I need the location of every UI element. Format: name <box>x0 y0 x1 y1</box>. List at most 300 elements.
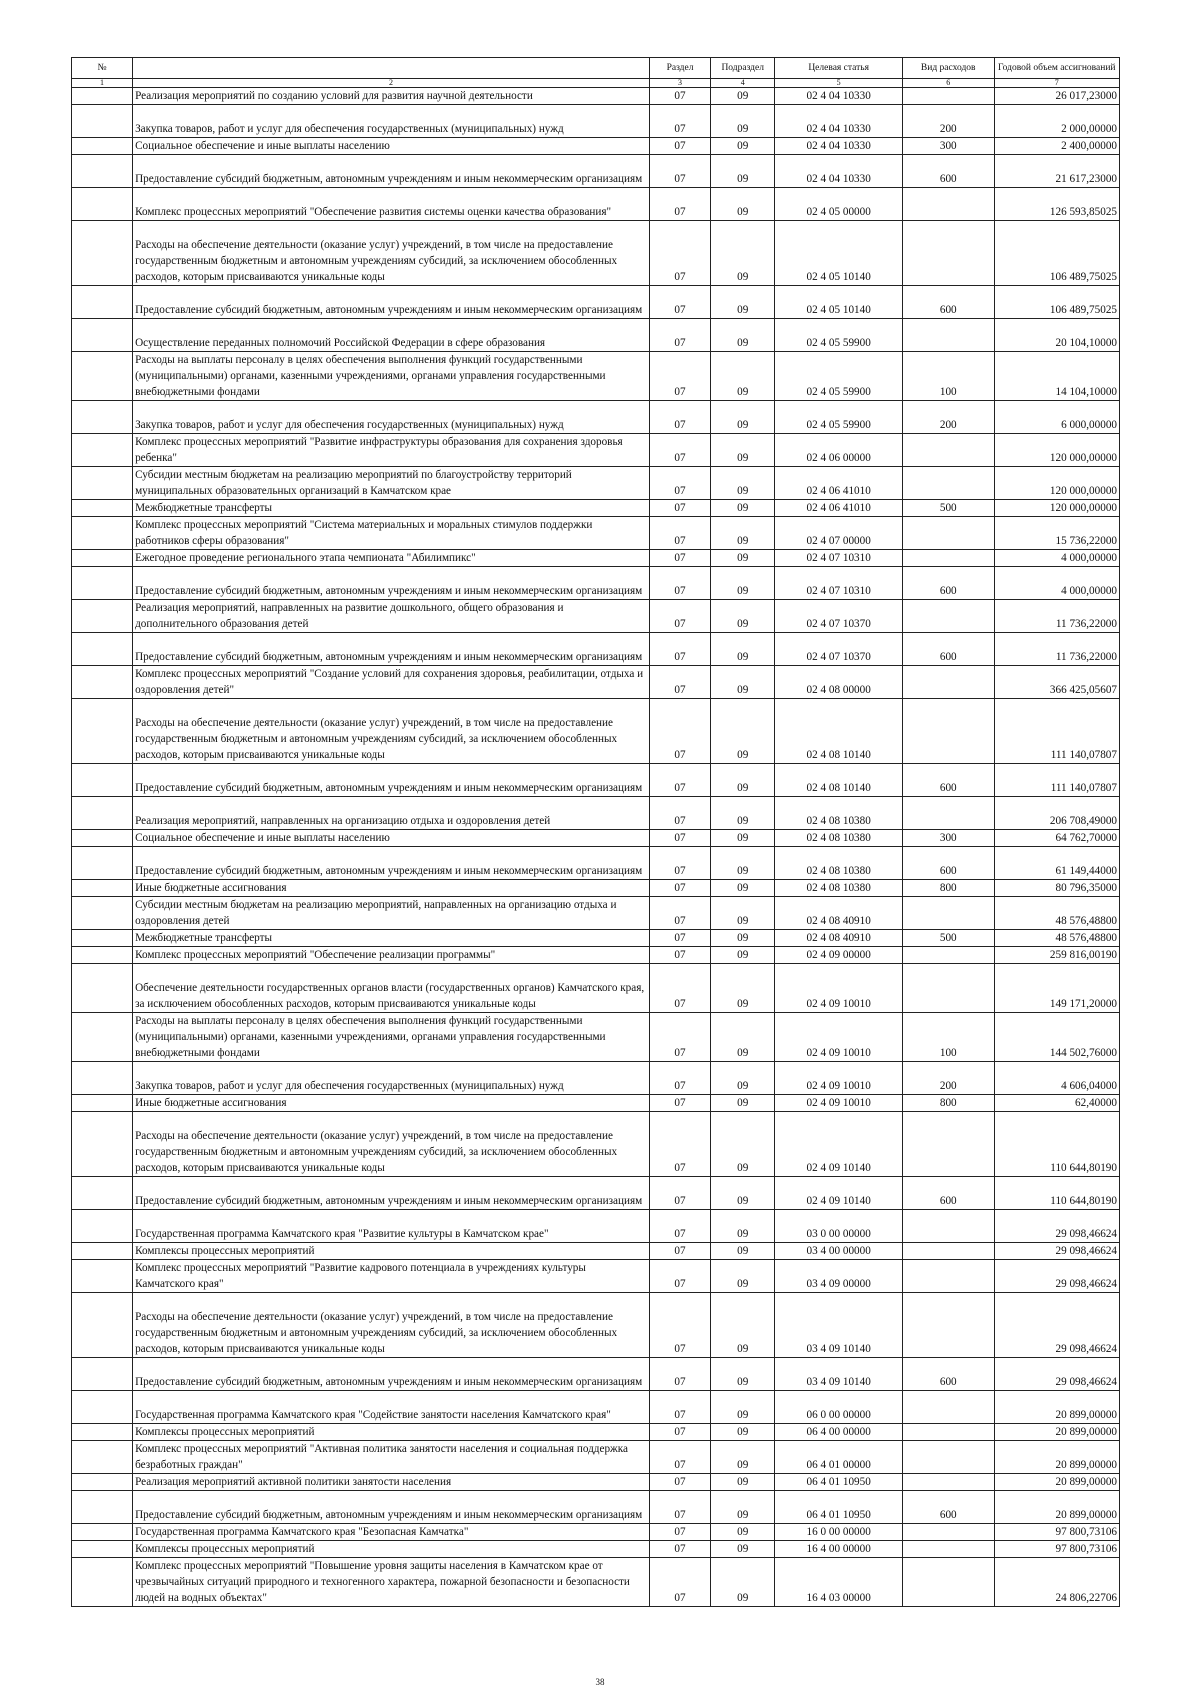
header-amount: Годовой объем ассигнований <box>994 58 1119 79</box>
table-row <box>72 847 1120 880</box>
row-amount: 24 806,22706 <box>994 1558 1119 1607</box>
row-amount: 29 098,46624 <box>994 1358 1119 1391</box>
row-razdel: 07 <box>649 155 710 188</box>
row-target: 06 4 00 00000 <box>775 1424 903 1441</box>
table-row <box>72 550 1120 567</box>
row-vid <box>902 1260 994 1293</box>
row-amount: 2 000,00000 <box>994 105 1119 138</box>
row-number <box>72 567 133 600</box>
row-target: 03 4 09 10140 <box>775 1293 903 1358</box>
row-number <box>72 830 133 847</box>
column-number: 6 <box>902 79 994 88</box>
row-podrazdel: 09 <box>711 699 775 764</box>
row-razdel: 07 <box>649 286 710 319</box>
table-row <box>72 138 1120 155</box>
row-target: 02 4 08 10140 <box>775 699 903 764</box>
row-podrazdel: 09 <box>711 600 775 633</box>
row-name: Комплекс процессных мероприятий "Развитие кадрового потенциала в учреждениях культуры Камчатского края" <box>133 1260 650 1293</box>
row-vid: 600 <box>902 155 994 188</box>
row-razdel: 07 <box>649 830 710 847</box>
row-target: 02 4 07 10370 <box>775 633 903 666</box>
row-podrazdel: 09 <box>711 633 775 666</box>
row-name: Субсидии местным бюджетам на реализацию мероприятий по благоустройству территорий муниципальных образовательных организаций в Камчатском крае <box>133 467 650 500</box>
row-target: 02 4 09 10010 <box>775 1062 903 1095</box>
table-row <box>72 1095 1120 1112</box>
row-vid: 800 <box>902 1095 994 1112</box>
row-razdel: 07 <box>649 434 710 467</box>
table-row <box>72 286 1120 319</box>
table-row <box>72 600 1120 633</box>
row-amount: 29 098,46624 <box>994 1243 1119 1260</box>
row-vid: 600 <box>902 286 994 319</box>
table-row <box>72 830 1120 847</box>
row-target: 02 4 09 00000 <box>775 947 903 964</box>
row-vid <box>902 1243 994 1260</box>
row-podrazdel: 09 <box>711 1210 775 1243</box>
row-amount: 111 140,07807 <box>994 699 1119 764</box>
row-amount: 6 000,00000 <box>994 401 1119 434</box>
row-name: Комплексы процессных мероприятий <box>133 1424 650 1441</box>
row-target: 06 4 01 10950 <box>775 1491 903 1524</box>
row-razdel: 07 <box>649 188 710 221</box>
row-razdel: 07 <box>649 1541 710 1558</box>
row-razdel: 07 <box>649 1243 710 1260</box>
row-amount: 259 816,00190 <box>994 947 1119 964</box>
row-vid: 500 <box>902 500 994 517</box>
row-podrazdel: 09 <box>711 1424 775 1441</box>
row-podrazdel: 09 <box>711 1541 775 1558</box>
row-number <box>72 897 133 930</box>
row-number <box>72 930 133 947</box>
row-podrazdel: 09 <box>711 188 775 221</box>
column-number: 4 <box>711 79 775 88</box>
row-target: 02 4 04 10330 <box>775 155 903 188</box>
row-vid <box>902 188 994 221</box>
row-target: 02 4 08 10380 <box>775 797 903 830</box>
header-razdel: Раздел <box>649 58 710 79</box>
row-target: 02 4 05 00000 <box>775 188 903 221</box>
row-vid <box>902 947 994 964</box>
row-razdel: 07 <box>649 600 710 633</box>
row-number <box>72 1558 133 1607</box>
row-razdel: 07 <box>649 1210 710 1243</box>
row-vid <box>902 1541 994 1558</box>
row-razdel: 07 <box>649 550 710 567</box>
row-razdel: 07 <box>649 633 710 666</box>
row-razdel: 07 <box>649 947 710 964</box>
row-number <box>72 1424 133 1441</box>
table-row <box>72 401 1120 434</box>
row-number <box>72 1441 133 1474</box>
row-razdel: 07 <box>649 500 710 517</box>
row-name: Комплексы процессных мероприятий <box>133 1243 650 1260</box>
table-row <box>72 1260 1120 1293</box>
row-vid <box>902 221 994 286</box>
row-number <box>72 1391 133 1424</box>
row-number <box>72 964 133 1013</box>
header-podrazdel: Подраздел <box>711 58 775 79</box>
row-target: 02 4 04 10330 <box>775 88 903 105</box>
row-podrazdel: 09 <box>711 1095 775 1112</box>
row-podrazdel: 09 <box>711 930 775 947</box>
row-amount: 11 736,22000 <box>994 600 1119 633</box>
row-razdel: 07 <box>649 138 710 155</box>
row-razdel: 07 <box>649 1260 710 1293</box>
row-amount: 20 899,00000 <box>994 1474 1119 1491</box>
row-razdel: 07 <box>649 699 710 764</box>
row-vid <box>902 1441 994 1474</box>
row-target: 02 4 05 59900 <box>775 352 903 401</box>
row-podrazdel: 09 <box>711 500 775 517</box>
table-row <box>72 1491 1120 1524</box>
row-vid <box>902 1424 994 1441</box>
row-razdel: 07 <box>649 964 710 1013</box>
row-name: Социальное обеспечение и иные выплаты населению <box>133 138 650 155</box>
row-podrazdel: 09 <box>711 88 775 105</box>
row-vid <box>902 600 994 633</box>
row-razdel: 07 <box>649 105 710 138</box>
row-name: Предоставление субсидий бюджетным, автономным учреждениям и иным некоммерческим организациям <box>133 286 650 319</box>
row-amount: 97 800,73106 <box>994 1524 1119 1541</box>
row-amount: 110 644,80190 <box>994 1112 1119 1177</box>
row-name: Предоставление субсидий бюджетным, автономным учреждениям и иным некоммерческим организациям <box>133 633 650 666</box>
row-amount: 97 800,73106 <box>994 1541 1119 1558</box>
row-razdel: 07 <box>649 517 710 550</box>
row-target: 03 4 09 00000 <box>775 1260 903 1293</box>
table-row <box>72 1210 1120 1243</box>
row-podrazdel: 09 <box>711 947 775 964</box>
table-row <box>72 1177 1120 1210</box>
row-target: 02 4 08 40910 <box>775 930 903 947</box>
row-amount: 4 000,00000 <box>994 567 1119 600</box>
row-name: Субсидии местным бюджетам на реализацию мероприятий, направленных на организацию отдыха и оздоровления детей <box>133 897 650 930</box>
row-razdel: 07 <box>649 1358 710 1391</box>
table-row <box>72 666 1120 699</box>
row-number <box>72 88 133 105</box>
table-row <box>72 500 1120 517</box>
row-vid <box>902 666 994 699</box>
row-amount: 20 899,00000 <box>994 1424 1119 1441</box>
row-name: Иные бюджетные ассигнования <box>133 880 650 897</box>
column-number-row <box>72 79 1120 88</box>
row-podrazdel: 09 <box>711 1062 775 1095</box>
row-amount: 4 606,04000 <box>994 1062 1119 1095</box>
row-name: Комплекс процессных мероприятий "Система материальных и моральных стимулов поддержки работников сферы образования" <box>133 517 650 550</box>
row-amount: 15 736,22000 <box>994 517 1119 550</box>
row-target: 16 4 03 00000 <box>775 1558 903 1607</box>
row-amount: 120 000,00000 <box>994 500 1119 517</box>
row-name: Межбюджетные трансферты <box>133 500 650 517</box>
row-amount: 20 899,00000 <box>994 1491 1119 1524</box>
row-number <box>72 1243 133 1260</box>
row-vid: 600 <box>902 1358 994 1391</box>
row-number <box>72 1177 133 1210</box>
row-vid: 200 <box>902 105 994 138</box>
table-row <box>72 764 1120 797</box>
row-podrazdel: 09 <box>711 1293 775 1358</box>
row-razdel: 07 <box>649 1558 710 1607</box>
row-podrazdel: 09 <box>711 1243 775 1260</box>
row-name: Государственная программа Камчатского края "Развитие культуры в Камчатском крае" <box>133 1210 650 1243</box>
row-name: Комплекс процессных мероприятий "Создание условий для сохранения здоровья, реабилитации, отдыха и оздоровления детей" <box>133 666 650 699</box>
row-amount: 26 017,23000 <box>994 88 1119 105</box>
row-podrazdel: 09 <box>711 1391 775 1424</box>
row-amount: 11 736,22000 <box>994 633 1119 666</box>
row-name: Социальное обеспечение и иные выплаты населению <box>133 830 650 847</box>
row-target: 03 0 00 00000 <box>775 1210 903 1243</box>
row-number <box>72 550 133 567</box>
row-razdel: 07 <box>649 666 710 699</box>
row-target: 02 4 05 10140 <box>775 286 903 319</box>
row-podrazdel: 09 <box>711 847 775 880</box>
row-vid: 600 <box>902 1177 994 1210</box>
row-podrazdel: 09 <box>711 517 775 550</box>
row-amount: 111 140,07807 <box>994 764 1119 797</box>
row-podrazdel: 09 <box>711 1358 775 1391</box>
row-amount: 4 000,00000 <box>994 550 1119 567</box>
row-vid <box>902 1558 994 1607</box>
column-number: 7 <box>994 79 1119 88</box>
table-row <box>72 1013 1120 1062</box>
row-number <box>72 1210 133 1243</box>
row-target: 02 4 04 10330 <box>775 138 903 155</box>
table-row <box>72 434 1120 467</box>
row-vid: 500 <box>902 930 994 947</box>
row-razdel: 07 <box>649 88 710 105</box>
row-target: 02 4 06 00000 <box>775 434 903 467</box>
row-amount: 2 400,00000 <box>994 138 1119 155</box>
table-row <box>72 1062 1120 1095</box>
row-number <box>72 1095 133 1112</box>
row-name: Расходы на обеспечение деятельности (оказание услуг) учреждений, в том числе на предоставление государственным бюджетным и автономным учреждениям субсидий, за исключением обособленных расходов, которым присваиваются уникальные коды <box>133 1112 650 1177</box>
row-number <box>72 221 133 286</box>
row-amount: 120 000,00000 <box>994 434 1119 467</box>
row-target: 02 4 05 10140 <box>775 221 903 286</box>
row-name: Реализация мероприятий активной политики занятости населения <box>133 1474 650 1491</box>
row-number <box>72 1524 133 1541</box>
row-name: Закупка товаров, работ и услуг для обеспечения государственных (муниципальных) нужд <box>133 105 650 138</box>
row-number <box>72 188 133 221</box>
row-number <box>72 1013 133 1062</box>
row-target: 02 4 06 41010 <box>775 500 903 517</box>
row-target: 02 4 08 40910 <box>775 897 903 930</box>
row-razdel: 07 <box>649 1013 710 1062</box>
table-row <box>72 1474 1120 1491</box>
row-amount: 206 708,49000 <box>994 797 1119 830</box>
row-name: Комплексы процессных мероприятий <box>133 1541 650 1558</box>
row-podrazdel: 09 <box>711 467 775 500</box>
table-row <box>72 1391 1120 1424</box>
row-number <box>72 699 133 764</box>
row-target: 06 4 01 10950 <box>775 1474 903 1491</box>
row-vid: 200 <box>902 401 994 434</box>
table-row <box>72 1524 1120 1541</box>
row-number <box>72 1541 133 1558</box>
row-name: Комплекс процессных мероприятий "Повышение уровня защиты населения в Камчатском крае от чрезвычайных ситуаций природного и техногенного характера, пожарной безопасности и безопасности людей на водных объектах" <box>133 1558 650 1607</box>
row-target: 02 4 07 10310 <box>775 567 903 600</box>
row-target: 02 4 07 10310 <box>775 550 903 567</box>
row-razdel: 07 <box>649 567 710 600</box>
row-razdel: 07 <box>649 319 710 352</box>
table-row <box>72 467 1120 500</box>
table-row <box>72 352 1120 401</box>
row-amount: 20 899,00000 <box>994 1441 1119 1474</box>
row-name: Предоставление субсидий бюджетным, автономным учреждениям и иным некоммерческим организациям <box>133 567 650 600</box>
row-name: Комплекс процессных мероприятий "Развитие инфраструктуры образования для сохранения здоровья ребенка" <box>133 434 650 467</box>
row-target: 02 4 06 41010 <box>775 467 903 500</box>
row-amount: 106 489,75025 <box>994 286 1119 319</box>
table-row <box>72 319 1120 352</box>
row-number <box>72 666 133 699</box>
row-number <box>72 633 133 666</box>
table-row <box>72 155 1120 188</box>
row-podrazdel: 09 <box>711 764 775 797</box>
row-amount: 20 104,10000 <box>994 319 1119 352</box>
row-amount: 48 576,48800 <box>994 930 1119 947</box>
table-row <box>72 88 1120 105</box>
row-podrazdel: 09 <box>711 897 775 930</box>
row-name: Комплекс процессных мероприятий "Активная политика занятости населения и социальная поддержка безработных граждан" <box>133 1441 650 1474</box>
table-body <box>72 88 1120 1607</box>
row-podrazdel: 09 <box>711 1558 775 1607</box>
row-number <box>72 401 133 434</box>
row-vid <box>902 964 994 1013</box>
row-amount: 61 149,44000 <box>994 847 1119 880</box>
row-razdel: 07 <box>649 1112 710 1177</box>
table-row <box>72 633 1120 666</box>
row-razdel: 07 <box>649 1441 710 1474</box>
row-podrazdel: 09 <box>711 550 775 567</box>
row-target: 16 0 00 00000 <box>775 1524 903 1541</box>
row-name: Закупка товаров, работ и услуг для обеспечения государственных (муниципальных) нужд <box>133 401 650 434</box>
row-target: 02 4 07 10370 <box>775 600 903 633</box>
row-name: Реализация мероприятий по созданию условий для развития научной деятельности <box>133 88 650 105</box>
row-podrazdel: 09 <box>711 1491 775 1524</box>
table-row <box>72 1441 1120 1474</box>
row-vid <box>902 88 994 105</box>
table-row <box>72 699 1120 764</box>
row-vid <box>902 550 994 567</box>
row-amount: 149 171,20000 <box>994 964 1119 1013</box>
row-podrazdel: 09 <box>711 666 775 699</box>
row-name: Предоставление субсидий бюджетным, автономным учреждениям и иным некоммерческим организациям <box>133 847 650 880</box>
row-podrazdel: 09 <box>711 964 775 1013</box>
row-number <box>72 947 133 964</box>
row-vid: 300 <box>902 830 994 847</box>
row-podrazdel: 09 <box>711 221 775 286</box>
row-podrazdel: 09 <box>711 105 775 138</box>
row-amount: 126 593,85025 <box>994 188 1119 221</box>
table-row <box>72 188 1120 221</box>
row-razdel: 07 <box>649 1062 710 1095</box>
row-name: Предоставление субсидий бюджетным, автономным учреждениям и иным некоммерческим организациям <box>133 764 650 797</box>
row-podrazdel: 09 <box>711 138 775 155</box>
table-row <box>72 947 1120 964</box>
row-amount: 144 502,76000 <box>994 1013 1119 1062</box>
row-razdel: 07 <box>649 1293 710 1358</box>
row-target: 02 4 08 10380 <box>775 880 903 897</box>
row-name: Закупка товаров, работ и услуг для обеспечения государственных (муниципальных) нужд <box>133 1062 650 1095</box>
row-razdel: 07 <box>649 880 710 897</box>
table-row <box>72 1293 1120 1358</box>
row-razdel: 07 <box>649 930 710 947</box>
row-podrazdel: 09 <box>711 1524 775 1541</box>
row-number <box>72 797 133 830</box>
row-target: 02 4 05 59900 <box>775 319 903 352</box>
row-number <box>72 1260 133 1293</box>
row-number <box>72 1358 133 1391</box>
row-number <box>72 600 133 633</box>
row-razdel: 07 <box>649 1474 710 1491</box>
row-podrazdel: 09 <box>711 1474 775 1491</box>
row-target: 02 4 09 10010 <box>775 1095 903 1112</box>
row-name: Обеспечение деятельности государственных органов власти (государственных органов) Камчатского края, за исключением обособленных расходов, которым присваиваются уникальные коды <box>133 964 650 1013</box>
table-row <box>72 1112 1120 1177</box>
budget-table <box>71 57 1120 1607</box>
row-name: Расходы на обеспечение деятельности (оказание услуг) учреждений, в том числе на предоставление государственным бюджетным и автономным учреждениям субсидий, за исключением обособленных расходов, которым присваиваются уникальные коды <box>133 699 650 764</box>
row-podrazdel: 09 <box>711 319 775 352</box>
row-name: Предоставление субсидий бюджетным, автономным учреждениям и иным некоммерческим организациям <box>133 155 650 188</box>
row-name: Ежегодное проведение регионального этапа чемпионата "Абилимпикс" <box>133 550 650 567</box>
row-number <box>72 1062 133 1095</box>
row-vid <box>902 1524 994 1541</box>
row-number <box>72 352 133 401</box>
row-number <box>72 847 133 880</box>
row-razdel: 07 <box>649 221 710 286</box>
row-name: Государственная программа Камчатского края "Безопасная Камчатка" <box>133 1524 650 1541</box>
row-razdel: 07 <box>649 1391 710 1424</box>
row-number <box>72 880 133 897</box>
row-vid <box>902 897 994 930</box>
row-target: 02 4 08 10380 <box>775 830 903 847</box>
row-razdel: 07 <box>649 847 710 880</box>
row-razdel: 07 <box>649 467 710 500</box>
row-vid: 100 <box>902 1013 994 1062</box>
row-number <box>72 1491 133 1524</box>
row-target: 06 4 01 00000 <box>775 1441 903 1474</box>
row-amount: 20 899,00000 <box>994 1391 1119 1424</box>
row-number <box>72 467 133 500</box>
row-vid: 600 <box>902 1491 994 1524</box>
row-number <box>72 434 133 467</box>
row-podrazdel: 09 <box>711 434 775 467</box>
row-number <box>72 138 133 155</box>
row-target: 06 0 00 00000 <box>775 1391 903 1424</box>
table-row <box>72 897 1120 930</box>
row-amount: 21 617,23000 <box>994 155 1119 188</box>
row-target: 02 4 09 10140 <box>775 1112 903 1177</box>
row-vid <box>902 434 994 467</box>
row-name: Предоставление субсидий бюджетным, автономным учреждениям и иным некоммерческим организациям <box>133 1177 650 1210</box>
row-razdel: 07 <box>649 352 710 401</box>
row-target: 02 4 07 00000 <box>775 517 903 550</box>
row-amount: 29 098,46624 <box>994 1260 1119 1293</box>
row-vid <box>902 467 994 500</box>
table-row <box>72 797 1120 830</box>
row-name: Комплекс процессных мероприятий "Обеспечение реализации программы" <box>133 947 650 964</box>
table-row <box>72 1541 1120 1558</box>
row-name: Реализация мероприятий, направленных на развитие дошкольного, общего образования и дополнительного образования детей <box>133 600 650 633</box>
table-row <box>72 1424 1120 1441</box>
header-name <box>133 58 650 79</box>
column-number: 2 <box>133 79 650 88</box>
row-target: 16 4 00 00000 <box>775 1541 903 1558</box>
row-amount: 29 098,46624 <box>994 1293 1119 1358</box>
header-target: Целевая статья <box>775 58 903 79</box>
row-amount: 29 098,46624 <box>994 1210 1119 1243</box>
row-podrazdel: 09 <box>711 1177 775 1210</box>
table-row <box>72 567 1120 600</box>
